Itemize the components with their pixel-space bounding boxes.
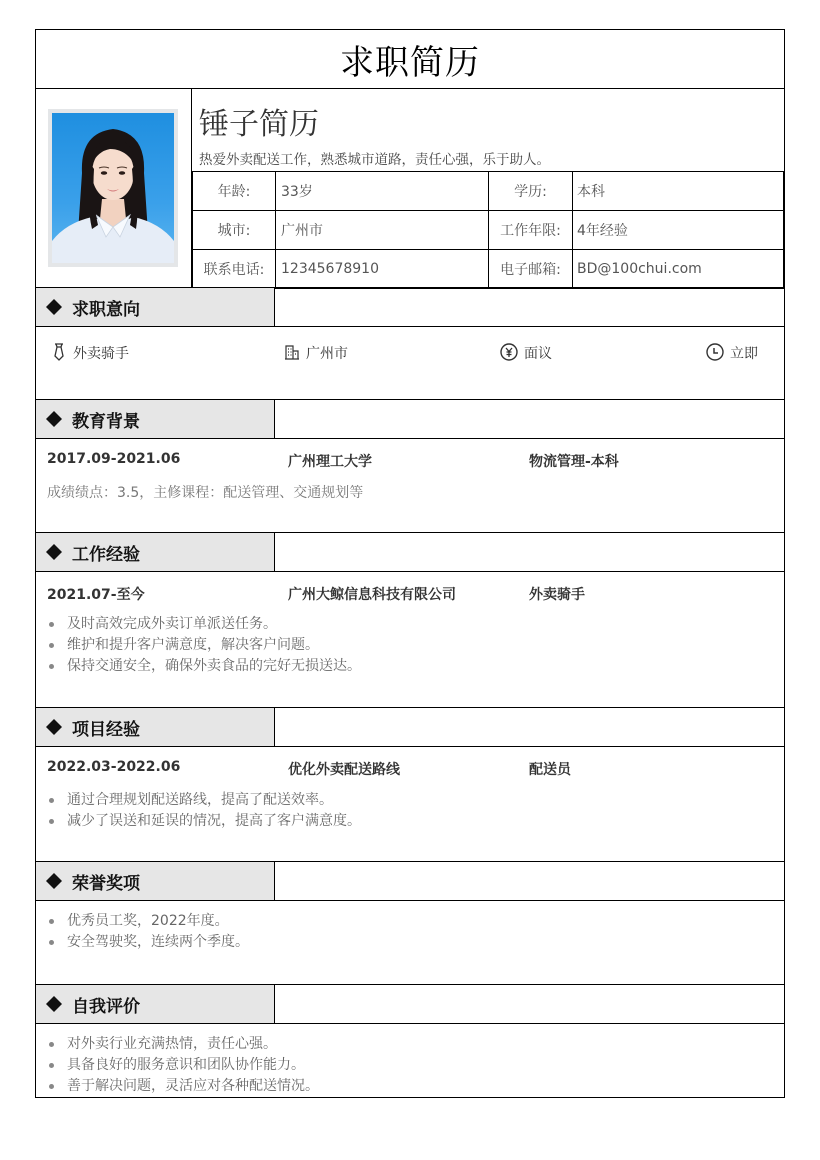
candidate-name: 锤子简历	[199, 107, 319, 142]
education-entry-head	[36, 439, 784, 473]
section-intent	[36, 327, 784, 400]
section-title: 工作经验	[72, 544, 140, 565]
portrait-photo	[52, 113, 174, 263]
work-years-label: 工作年限:	[489, 211, 573, 250]
building-icon	[284, 343, 300, 361]
project-role: 配送员	[529, 762, 571, 778]
project-bullets	[36, 781, 784, 832]
education-detail: 成绩绩点：3.5，主修课程：配送管理、交通规划等	[47, 485, 364, 501]
list-item: 善于解决问题，灵活应对各种配送情况。	[47, 1076, 784, 1097]
list-item: 具备良好的服务意识和团队协作能力。	[47, 1055, 784, 1076]
work-role: 外卖骑手	[529, 587, 585, 603]
intent-city-text: 广州市	[306, 346, 348, 362]
section-title: 求职意向	[72, 299, 140, 320]
section-work	[36, 572, 784, 708]
project-entry-head	[36, 747, 784, 781]
phone-label: 联系电话:	[193, 250, 276, 289]
work-date: 2021.07-至今	[47, 587, 145, 603]
portrait-icon	[52, 113, 174, 263]
intent-position	[51, 343, 284, 399]
work-bullets	[36, 606, 784, 677]
candidate-tagline: 热爱外卖配送工作，熟悉城市道路，责任心强，乐于助人。	[199, 152, 550, 168]
diamond-cluster-icon	[46, 996, 62, 1012]
intent-row	[36, 327, 784, 399]
intent-availability-text: 立即	[730, 346, 758, 362]
photo-cell	[36, 89, 192, 287]
page-title: 求职简历	[340, 42, 480, 83]
intent-position-text: 外卖骑手	[73, 346, 129, 362]
profile-block	[36, 89, 784, 288]
section-education	[36, 439, 784, 533]
diamond-cluster-icon	[46, 873, 62, 889]
work-years-value: 4年经验	[573, 211, 784, 250]
info-row	[193, 172, 784, 211]
intent-city	[284, 343, 500, 399]
intent-salary-text: 面议	[524, 346, 552, 362]
list-item: 对外卖行业充满热情，责任心强。	[47, 1034, 784, 1055]
education-value: 本科	[573, 172, 784, 211]
diamond-cluster-icon	[46, 299, 62, 315]
intent-availability	[706, 343, 758, 399]
name-area	[193, 89, 784, 171]
section-title: 荣誉奖项	[72, 873, 140, 894]
list-item: 优秀员工奖，2022年度。	[47, 911, 784, 932]
info-row	[193, 211, 784, 250]
education-date: 2017.09-2021.06	[47, 451, 181, 467]
intent-salary	[500, 343, 706, 399]
list-item: 维护和提升客户满意度，解决客户问题。	[47, 635, 784, 656]
diamond-cluster-icon	[46, 544, 62, 560]
education-major: 物流管理-本科	[529, 454, 619, 470]
city-label: 城市:	[193, 211, 276, 250]
title-row	[36, 30, 784, 89]
section-header-project	[36, 708, 784, 747]
phone-value: 12345678910	[276, 250, 489, 289]
age-label: 年龄:	[193, 172, 276, 211]
section-project	[36, 747, 784, 862]
section-self	[36, 1024, 784, 1097]
section-tab	[36, 533, 275, 571]
email-label: 电子邮箱:	[489, 250, 573, 289]
resume-page	[35, 29, 785, 1098]
list-item: 及时高效完成外卖订单派送任务。	[47, 614, 784, 635]
tie-icon	[51, 343, 67, 361]
list-item: 安全驾驶奖，连续两个季度。	[47, 932, 784, 953]
diamond-cluster-icon	[46, 411, 62, 427]
self-bullets	[36, 1024, 784, 1097]
awards-bullets	[36, 901, 784, 953]
education-label: 学历:	[489, 172, 573, 211]
work-company: 广州大鲸信息科技有限公司	[288, 587, 456, 603]
email-value: BD@100chui.com	[573, 250, 784, 289]
section-header-work	[36, 533, 784, 572]
section-title: 项目经验	[72, 719, 140, 740]
diamond-cluster-icon	[46, 719, 62, 735]
section-tab	[36, 985, 275, 1023]
info-row	[193, 250, 784, 289]
project-date: 2022.03-2022.06	[47, 759, 181, 775]
section-title: 教育背景	[72, 411, 140, 432]
section-awards	[36, 901, 784, 985]
age-value: 33岁	[276, 172, 489, 211]
yuan-circle-icon	[500, 343, 518, 361]
section-tab	[36, 708, 275, 746]
section-header-education	[36, 400, 784, 439]
section-header-awards	[36, 862, 784, 901]
clock-icon	[706, 343, 724, 361]
section-header-self	[36, 985, 784, 1024]
project-name: 优化外卖配送路线	[288, 762, 400, 778]
section-tab	[36, 400, 275, 438]
basic-info-table	[192, 171, 784, 289]
education-school: 广州理工大学	[288, 454, 372, 470]
city-value: 广州市	[276, 211, 489, 250]
section-title: 自我评价	[72, 996, 140, 1017]
list-item: 通过合理规划配送路线，提高了配送效率。	[47, 790, 784, 811]
list-item: 减少了误送和延误的情况，提高了客户满意度。	[47, 811, 784, 832]
section-tab	[36, 862, 275, 900]
section-header-intent	[36, 288, 784, 327]
section-tab	[36, 288, 275, 326]
work-entry-head	[36, 572, 784, 606]
photo-frame	[48, 109, 178, 267]
list-item: 保持交通安全，确保外卖食品的完好无损送达。	[47, 656, 784, 677]
